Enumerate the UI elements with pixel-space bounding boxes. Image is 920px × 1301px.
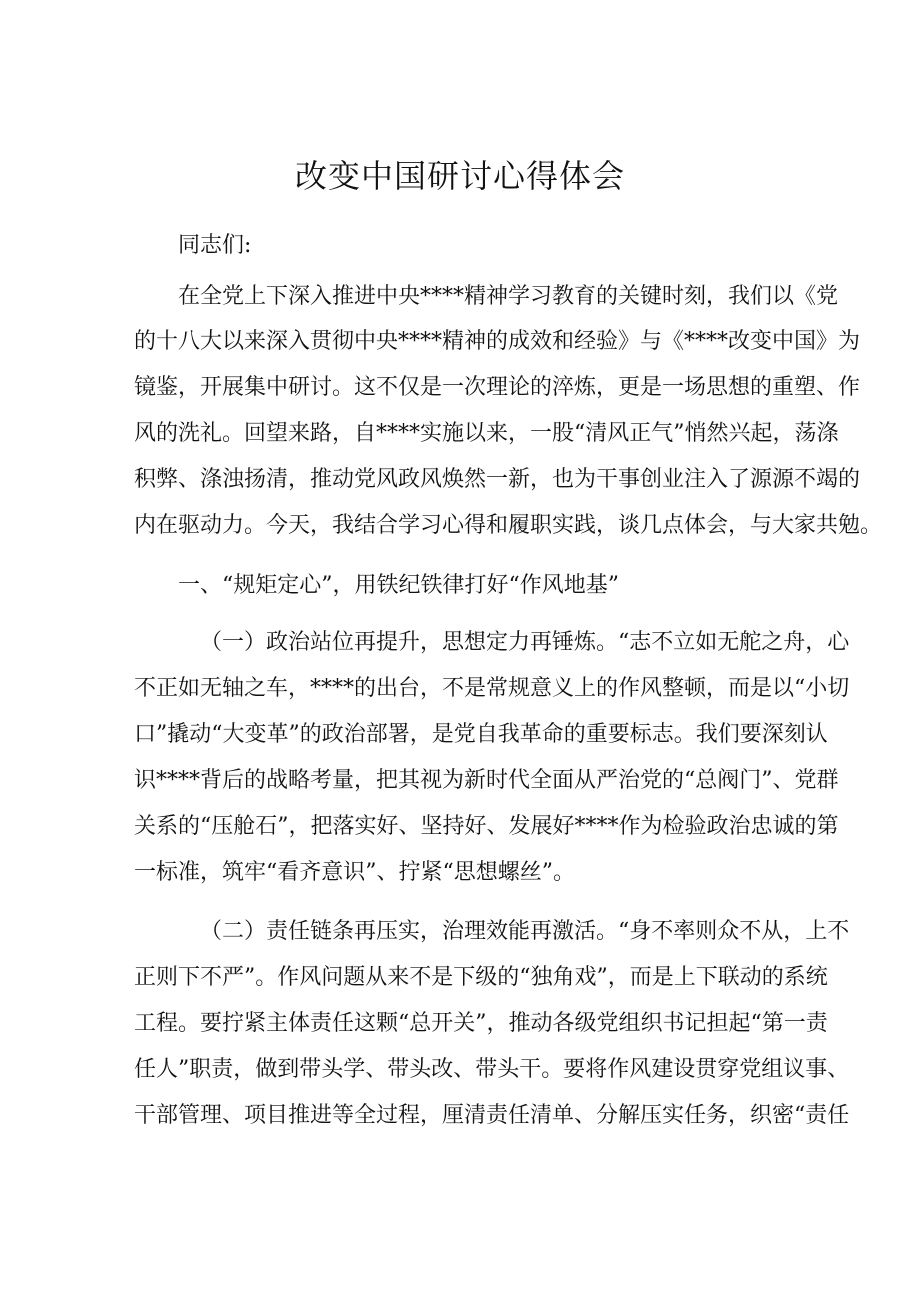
subsection-2-line-2: 正则下不严”。作风问题从来不是下级的“独角戏”，而是上下联动的系统 bbox=[134, 965, 828, 990]
intro-line-2: 的十八大以来深入贯彻中央****精神的成效和经验》与《****改变中国》为 bbox=[134, 329, 861, 354]
subsection-1-line-6: 一标准，筑牢“看齐意识”、拧紧“思想螺丝”。 bbox=[134, 860, 575, 885]
subsection-1-line-2: 不正如无轴之车，****的出台，不是常规意义上的作风整顿，而是以“小切 bbox=[134, 676, 850, 701]
intro-line-1: 在全党上下深入推进中央****精神学习教育的关键时刻，我们以《党 bbox=[178, 284, 839, 309]
intro-line-3: 镜鉴，开展集中研讨。这不仅是一次理论的淬炼，更是一场思想的重塑、作 bbox=[134, 375, 861, 400]
subsection-2-line-1: （二）责任链条再压实，治理效能再激活。“身不率则众不从，上不 bbox=[200, 919, 850, 944]
subsection-2-line-5: 干部管理、项目推进等全过程，厘清责任清单、分解压实任务，织密“责任 bbox=[134, 1103, 850, 1128]
intro-line-4: 风的洗礼。回望来路，自****实施以来，一股“清风正气”悄然兴起，荡涤 bbox=[134, 421, 839, 446]
section-1-heading: 一、“规矩定心”，用铁纪铁律打好“作风地基” bbox=[178, 573, 619, 598]
subsection-2-line-3: 工程。要拧紧主体责任这颗“总开关”，推动各级党组织书记担起“第一责 bbox=[134, 1011, 828, 1036]
document-title: 改变中国研讨心得体会 bbox=[294, 157, 625, 195]
greeting: 同志们: bbox=[178, 233, 252, 258]
intro-line-5: 积弊、涤浊扬清，推动党风政风焕然一新，也为干事创业注入了源源不竭的 bbox=[134, 467, 861, 492]
subsection-1-line-1: （一）政治站位再提升，思想定力再锤炼。“志不立如无舵之舟，心 bbox=[200, 630, 850, 655]
intro-line-6: 内在驱动力。今天，我结合学习心得和履职实践，谈几点体会，与大家共勉。 bbox=[134, 513, 883, 538]
subsection-1-line-4: 识****背后的战略考量，把其视为新时代全面从严治党的“总阀门”、党群 bbox=[134, 768, 839, 793]
subsection-1-line-3: 口”撬动“大变革”的政治部署，是党自我革命的重要标志。我们要深刻认 bbox=[134, 722, 828, 747]
subsection-1-line-5: 关系的“压舱石”，把落实好、坚持好、发展好****作为检验政治忠诚的第 bbox=[134, 814, 839, 839]
subsection-2-line-4: 任人”职责，做到带头学、带头改、带头干。要将作风建设贯穿党组议事、 bbox=[134, 1057, 850, 1082]
